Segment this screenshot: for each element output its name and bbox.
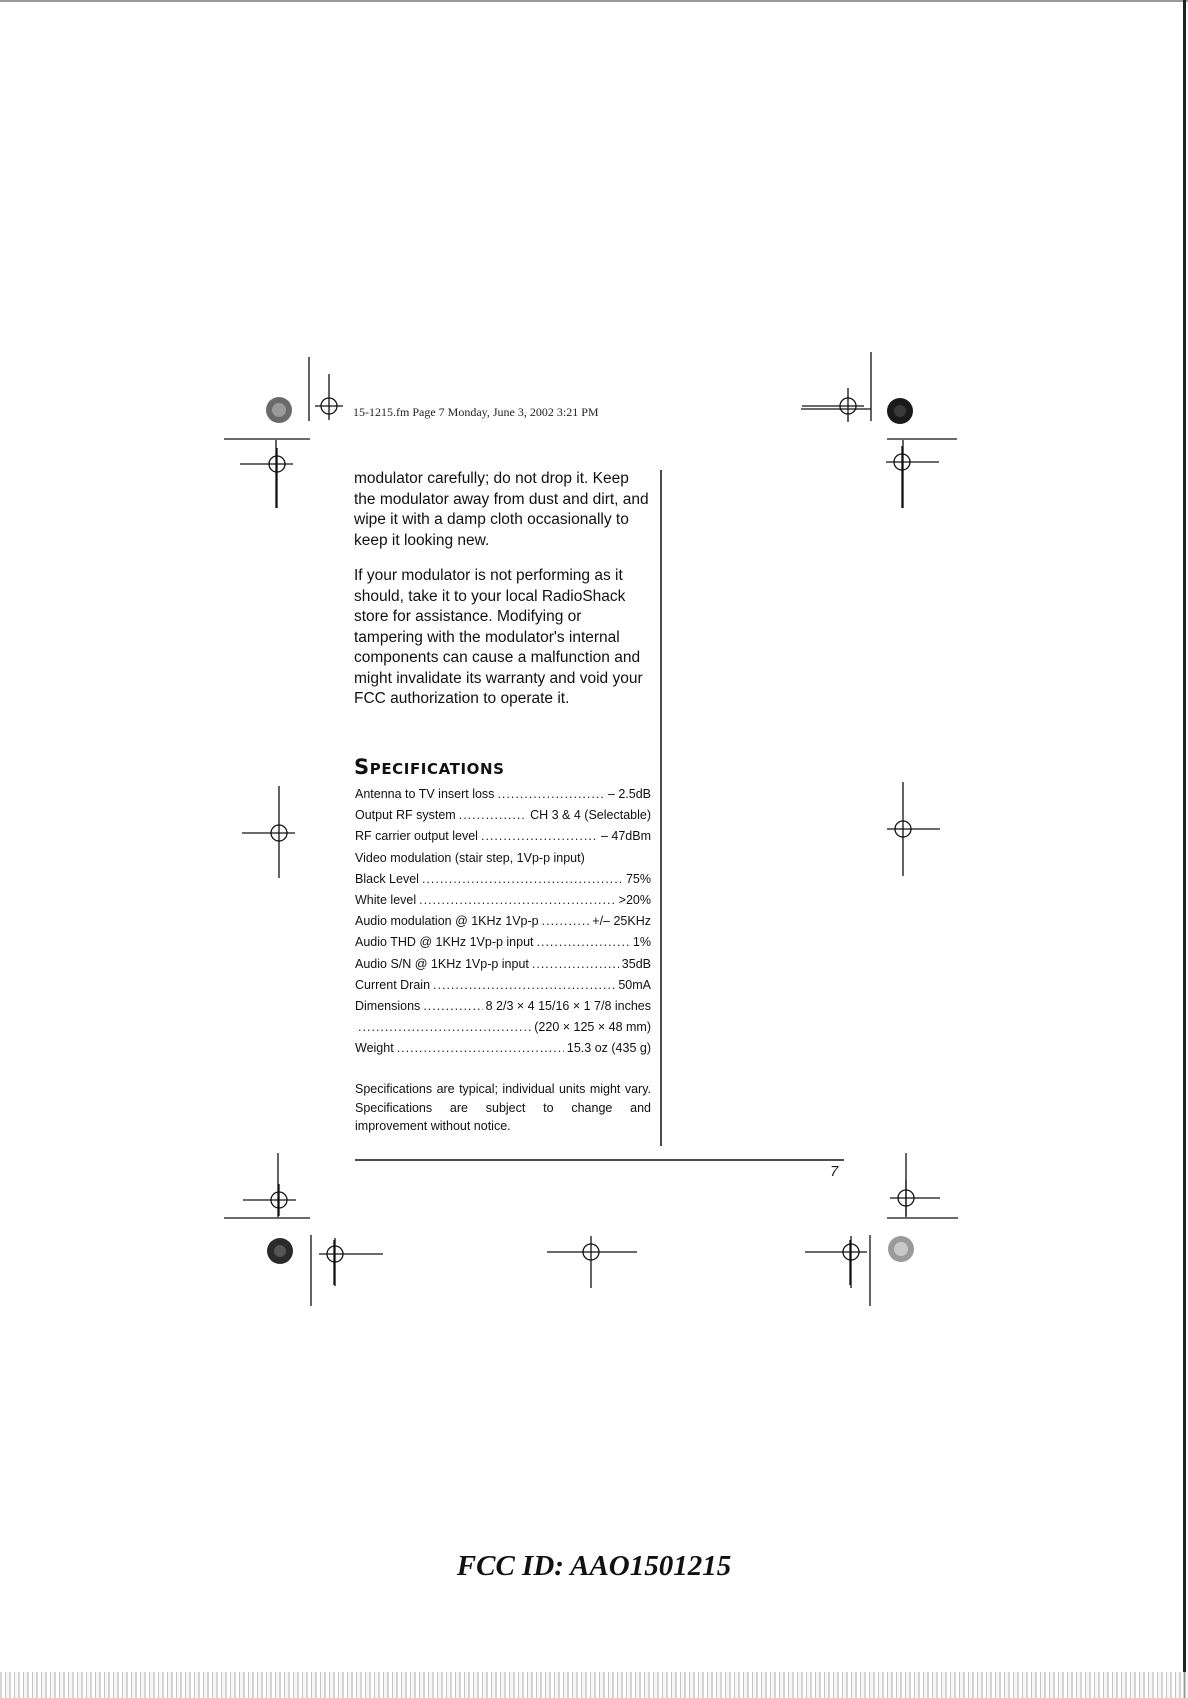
dot-leader xyxy=(433,978,615,992)
spec-row xyxy=(355,914,651,935)
specifications-heading: Specifications xyxy=(354,755,505,779)
spec-value: 35dB xyxy=(621,956,651,971)
spec-label: Audio modulation @ 1KHz 1Vp-p xyxy=(355,914,539,929)
dot-leader xyxy=(537,935,630,949)
spec-row xyxy=(355,935,651,956)
spec-row xyxy=(355,999,651,1020)
spec-label: Audio THD @ 1KHz 1Vp-p input xyxy=(355,935,534,950)
crosshair-icon xyxy=(242,786,295,878)
spec-value: +/– 25KHz xyxy=(592,914,651,929)
spec-value: 75% xyxy=(625,871,651,886)
crosshair-icon xyxy=(886,446,939,508)
crosshair-icon xyxy=(802,388,864,422)
crosshair-icon xyxy=(315,374,343,420)
scan-bottom-edge xyxy=(0,1672,1188,1698)
spec-label: Antenna to TV insert loss xyxy=(355,787,495,801)
spec-row xyxy=(355,957,651,978)
dot-leader xyxy=(419,893,616,907)
crosshair-icon xyxy=(805,1236,867,1288)
page-number: 7 xyxy=(830,1163,839,1180)
spec-value: 8 2/3 × 4 15/16 × 1 7/8 inches xyxy=(485,998,651,1013)
spec-value: CH 3 & 4 (Selectable) xyxy=(530,808,651,823)
spec-row xyxy=(355,787,651,808)
dot-leader xyxy=(542,914,590,928)
spec-row xyxy=(355,1041,651,1062)
care-paragraph: modulator carefully; do not drop it. Keep the modulator away from dust and dirt, and wipe it with a damp cloth occasionally to keep it looking new. xyxy=(354,470,649,549)
spec-row xyxy=(355,872,651,893)
spec-label: Dimensions xyxy=(355,998,421,1013)
spec-value: – 2.5dB xyxy=(607,787,651,801)
spec-label: RF carrier output level xyxy=(355,829,478,844)
dot-leader xyxy=(423,999,482,1013)
specifications-list xyxy=(355,787,651,1062)
spec-row xyxy=(355,829,651,850)
spec-label: Output RF system xyxy=(355,808,456,823)
spec-label: Audio S/N @ 1KHz 1Vp-p input xyxy=(355,956,529,971)
dot-leader xyxy=(481,829,598,843)
dot-leader xyxy=(397,1041,564,1055)
dot-leader xyxy=(422,872,623,886)
spec-row xyxy=(355,978,651,999)
spec-row xyxy=(355,851,651,872)
spec-label: White level xyxy=(355,892,417,907)
crosshair-icon xyxy=(319,1238,383,1286)
spec-value: >20% xyxy=(618,892,651,907)
spec-value: 15.3 oz (435 g) xyxy=(566,1041,651,1056)
crosshair-icon xyxy=(243,1184,296,1216)
fcc-id-label: FCC ID: AAO1501215 xyxy=(456,1550,732,1582)
crosshair-icon xyxy=(890,1180,940,1216)
spec-label: Weight xyxy=(355,1041,394,1056)
dot-leader xyxy=(358,1020,531,1034)
spec-value: (220 × 125 × 48 mm) xyxy=(534,1020,651,1035)
spec-value: 50mA xyxy=(618,977,651,992)
spec-label: Current Drain xyxy=(355,977,431,992)
service-paragraph: If your modulator is not performing as it should, take it to your local RadioShack store for assistance. Modifying or tampering with the modulator's internal components can cause a malfunction and might invalidate its warranty and void your FCC authorization to operate it. xyxy=(354,567,643,707)
crosshair-icon xyxy=(887,782,940,876)
dot-leader xyxy=(497,787,604,801)
crosshair-icon xyxy=(240,448,293,508)
spec-label: Video modulation (stair step, 1Vp-p input) xyxy=(355,850,585,865)
spec-row xyxy=(355,808,651,829)
spec-value: 1% xyxy=(632,935,651,950)
spec-row xyxy=(355,893,651,914)
spec-row xyxy=(355,1020,651,1041)
specifications-note: Specifications are typical; individual units might vary. Specifications are subject to change and improvement without notice. xyxy=(355,1082,651,1133)
spec-value: – 47dBm xyxy=(600,829,651,844)
spec-label: Black Level xyxy=(355,871,419,886)
print-header-line: 15-1215.fm Page 7 Monday, June 3, 2002 3:21 PM xyxy=(353,405,599,419)
dot-leader xyxy=(459,808,527,822)
crosshair-icon xyxy=(547,1236,637,1288)
dot-leader xyxy=(532,957,619,971)
